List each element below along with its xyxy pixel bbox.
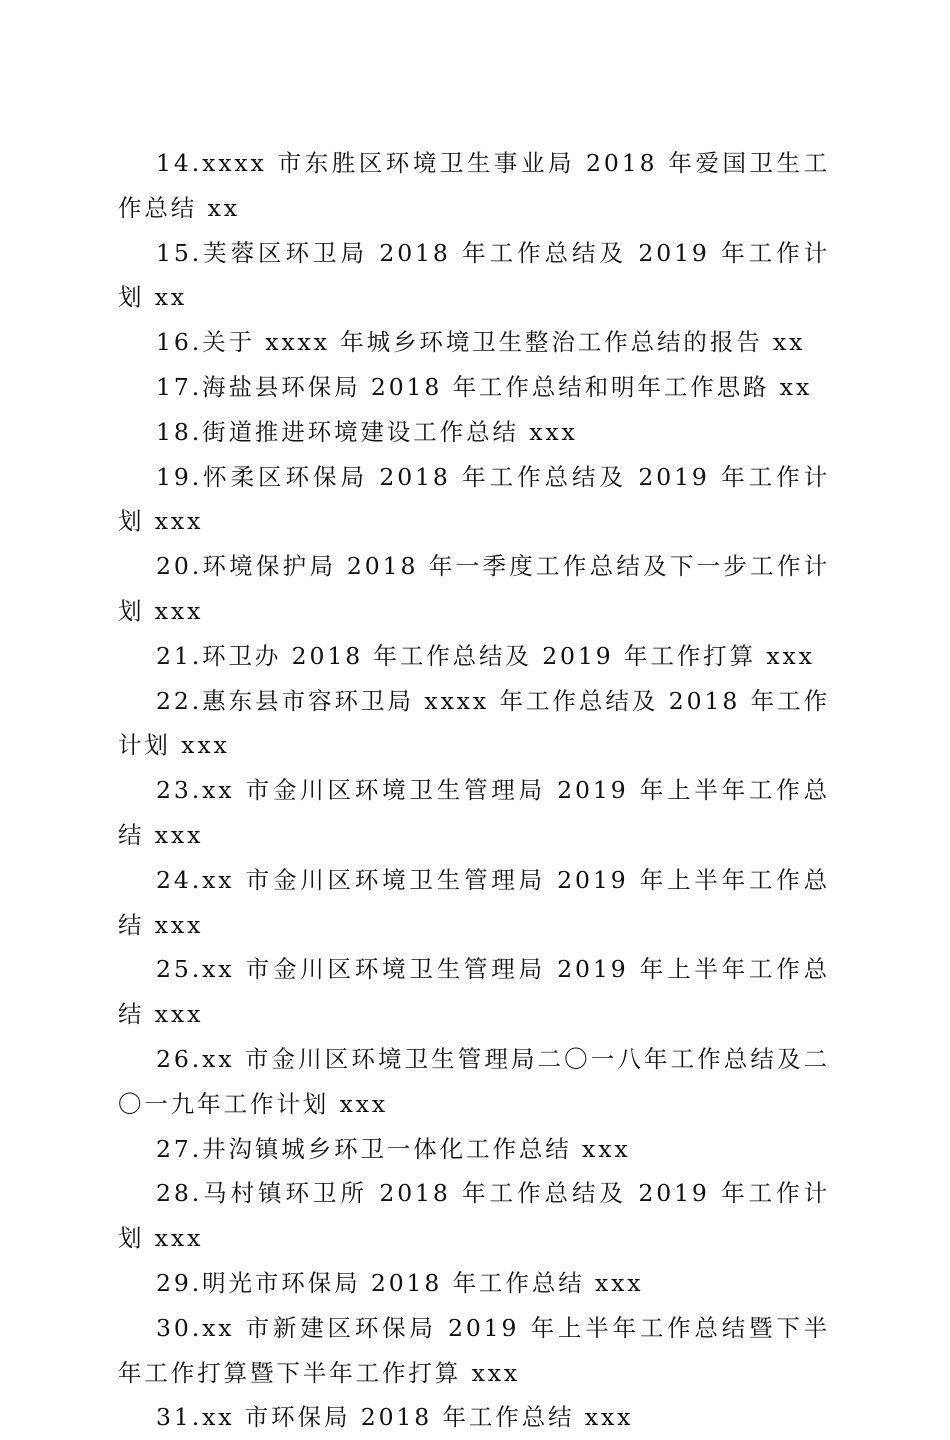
list-item: 24.xx 市金川区环境卫生管理局 2019 年上半年工作总结 xxx [118, 865, 830, 939]
list-item: 29.明光市环保局 2018 年工作总结 xxx [156, 1268, 644, 1297]
list-item: 16.关于 xxxx 年城乡环境卫生整治工作总结的报告 xx [156, 328, 806, 357]
list-item: 18.街道推进环境建设工作总结 xxx [156, 417, 578, 446]
list-item: 26.xx 市金川区环境卫生管理局二〇一八年工作总结及二〇一九年工作计划 xxx [118, 1044, 830, 1118]
list-item: 30.xx 市新建区环保局 2019 年上半年工作总结暨下半年工作打算暨下半年工作打算 xxx [118, 1313, 830, 1387]
list-item: 20.环境保护局 2018 年一季度工作总结及下一步工作计划 xxx [118, 552, 830, 625]
list-item: 28.马村镇环卫所 2018 年工作总结及 2019 年工作计划 xxx [118, 1179, 830, 1253]
list-item: 25.xx 市金川区环境卫生管理局 2019 年上半年工作总结 xxx [118, 955, 830, 1029]
document-list [118, 141, 830, 1440]
list-item: 22.惠东县市容环卫局 xxxx 年工作总结及 2018 年工作计划 xxx [118, 686, 830, 760]
list-item: 31.xx 市环保局 2018 年工作总结 xxx [156, 1403, 634, 1432]
list-item: 14.xxxx 市东胜区环境卫生事业局 2018 年爱国卫生工作总结 xx [118, 149, 830, 222]
list-item: 17.海盐县环保局 2018 年工作总结和明年工作思路 xx [156, 372, 813, 401]
list-item: 23.xx 市金川区环境卫生管理局 2019 年上半年工作总结 xxx [118, 776, 830, 849]
list-item: 19.怀柔区环保局 2018 年工作总结及 2019 年工作计划 xxx [118, 462, 830, 536]
list-item: 15.芙蓉区环卫局 2018 年工作总结及 2019 年工作计划 xx [118, 238, 830, 312]
list-item: 27.井沟镇城乡环卫一体化工作总结 xxx [156, 1134, 631, 1163]
list-item: 21.环卫办 2018 年工作总结及 2019 年工作打算 xxx [156, 641, 815, 670]
